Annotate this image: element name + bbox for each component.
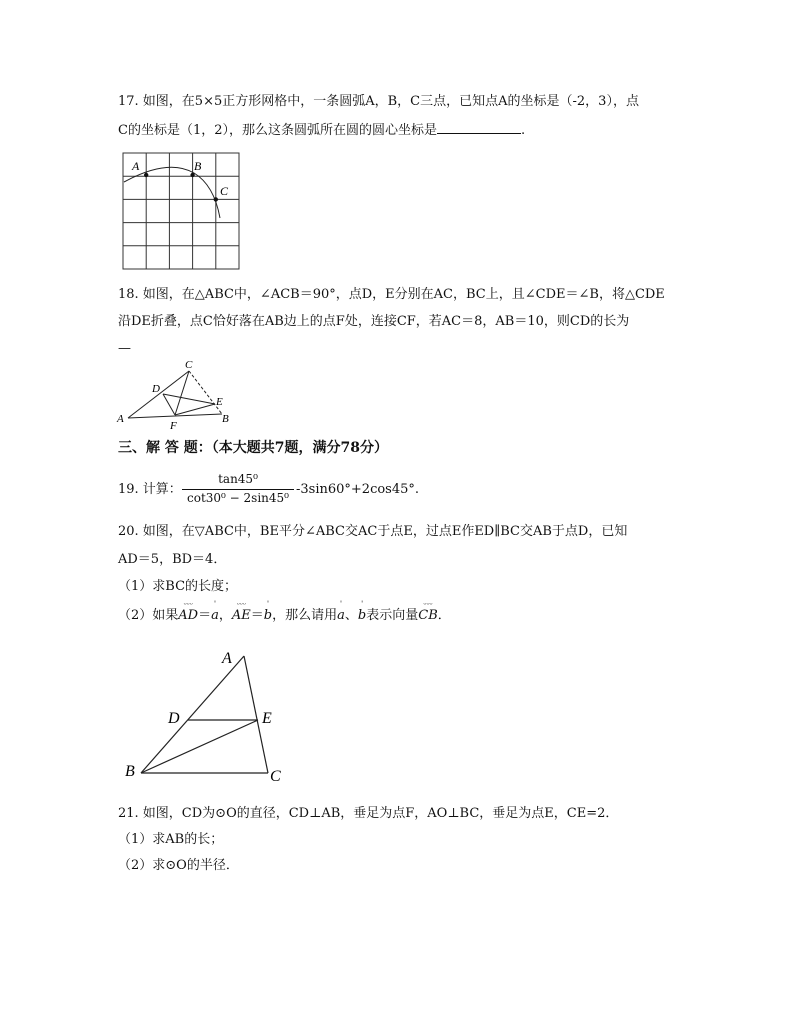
q20-label-d: D (168, 710, 180, 727)
q18-label-a: A (117, 413, 124, 425)
q20-label-b: B (125, 763, 135, 780)
q17-point-a (144, 173, 148, 177)
q18-label-d: D (152, 383, 160, 395)
q20-sep: 、 (344, 608, 358, 623)
q17-line1: 17. 如图，在5×5正方形网格中，一条圆弧A，B，C三点，已知点A的坐标是（-2，3），点 (118, 94, 639, 109)
q18-triangle-figure (112, 358, 242, 433)
q20-label-e: E (262, 710, 272, 727)
section3-title: 三、解 答 题：（本大题共7题，满分78分） (118, 440, 388, 456)
q20-line1: 20. 如图，在▽ABC中，BE平分∠ABC交AC于点E，过点E作ED∥BC交AB于点D，已知 (118, 524, 628, 539)
q18-line1: 18. 如图，在△ABC中，∠ACB＝90°，点D，E分别在AC，BC上，且∠CDE＝∠B，将△CDE (118, 287, 665, 302)
q20-vector-b2: ˈ b (357, 600, 367, 623)
q20-label-a: A (222, 650, 232, 667)
q17-point-b (190, 173, 194, 177)
q19-fraction-bar (182, 489, 294, 490)
q21-part2: （2）求⊙O的半径． (118, 858, 239, 873)
q20-mid: ，那么请用 (272, 608, 338, 623)
q20-vector-a: ˈ a (211, 600, 219, 623)
q20-vector-cb: ᵕᵕᵕ CB (418, 600, 438, 623)
q20-part2-prefix: （2）如果 (118, 608, 179, 623)
q17-grid-figure (118, 148, 246, 276)
q20-vector-ae: ᵕᵕᵕ AE (231, 600, 251, 623)
q19-prefix: 19. 计算： (118, 482, 182, 497)
q17-label-a: A (132, 159, 140, 173)
q18-label-e: E (216, 396, 223, 408)
q19-suffix: -3sin60°+2cos45°. (296, 482, 420, 497)
q18-label-b: B (222, 413, 229, 425)
q18-label-c: C (185, 359, 193, 371)
q20-eq1: ＝ (198, 608, 212, 623)
q20-triangle-figure (118, 645, 298, 790)
q17-arc (124, 167, 220, 218)
q20-vector-b: ˈ b (263, 600, 273, 623)
q20-tail: 表示向量 (366, 608, 419, 623)
q18-label-f: F (170, 420, 177, 432)
q19-fraction (182, 472, 294, 510)
q17-line2-text: C的坐标是（1，2），那么这条圆弧所在圆的圆心坐标是 (118, 123, 437, 138)
q20-part2 (118, 600, 451, 624)
q18-line2: 沿DE折叠，点C恰好落在AB边上的点F处，连接CF，若AC＝8，AB＝10，则CD的长为 (118, 314, 630, 329)
q20-end: ． (437, 608, 451, 623)
q17-label-b: B (194, 159, 202, 173)
q19-numerator: tan45⁰ (218, 472, 258, 486)
q20-part1: （1）求BC的长度； (118, 579, 238, 594)
q20-comma: ， (218, 608, 232, 623)
q17-point-c (214, 197, 218, 201)
q21-part1: （1）求AB的长； (118, 832, 224, 847)
q17-line2 (118, 121, 525, 139)
q17-answer-blank (437, 121, 521, 134)
q17-label-c: C (220, 184, 229, 198)
q19-denominator: cot30⁰ − 2sin45⁰ (187, 491, 289, 505)
q20-label-c: C (270, 768, 281, 785)
q20-eq2: ＝ (250, 608, 264, 623)
q18-line3: — (118, 341, 131, 356)
q20-vector-a2: ˈ a (337, 600, 345, 623)
q21-line1: 21. 如图，CD为⊙O的直径，CD⊥AB，垂足为点F，AO⊥BC，垂足为点E，CE=2． (118, 806, 619, 821)
q17-line2-end: . (521, 123, 526, 138)
q20-line2: AD＝5，BD＝4． (118, 552, 227, 567)
q20-vector-ad: ᵕᵕᵕ AD (178, 600, 199, 623)
